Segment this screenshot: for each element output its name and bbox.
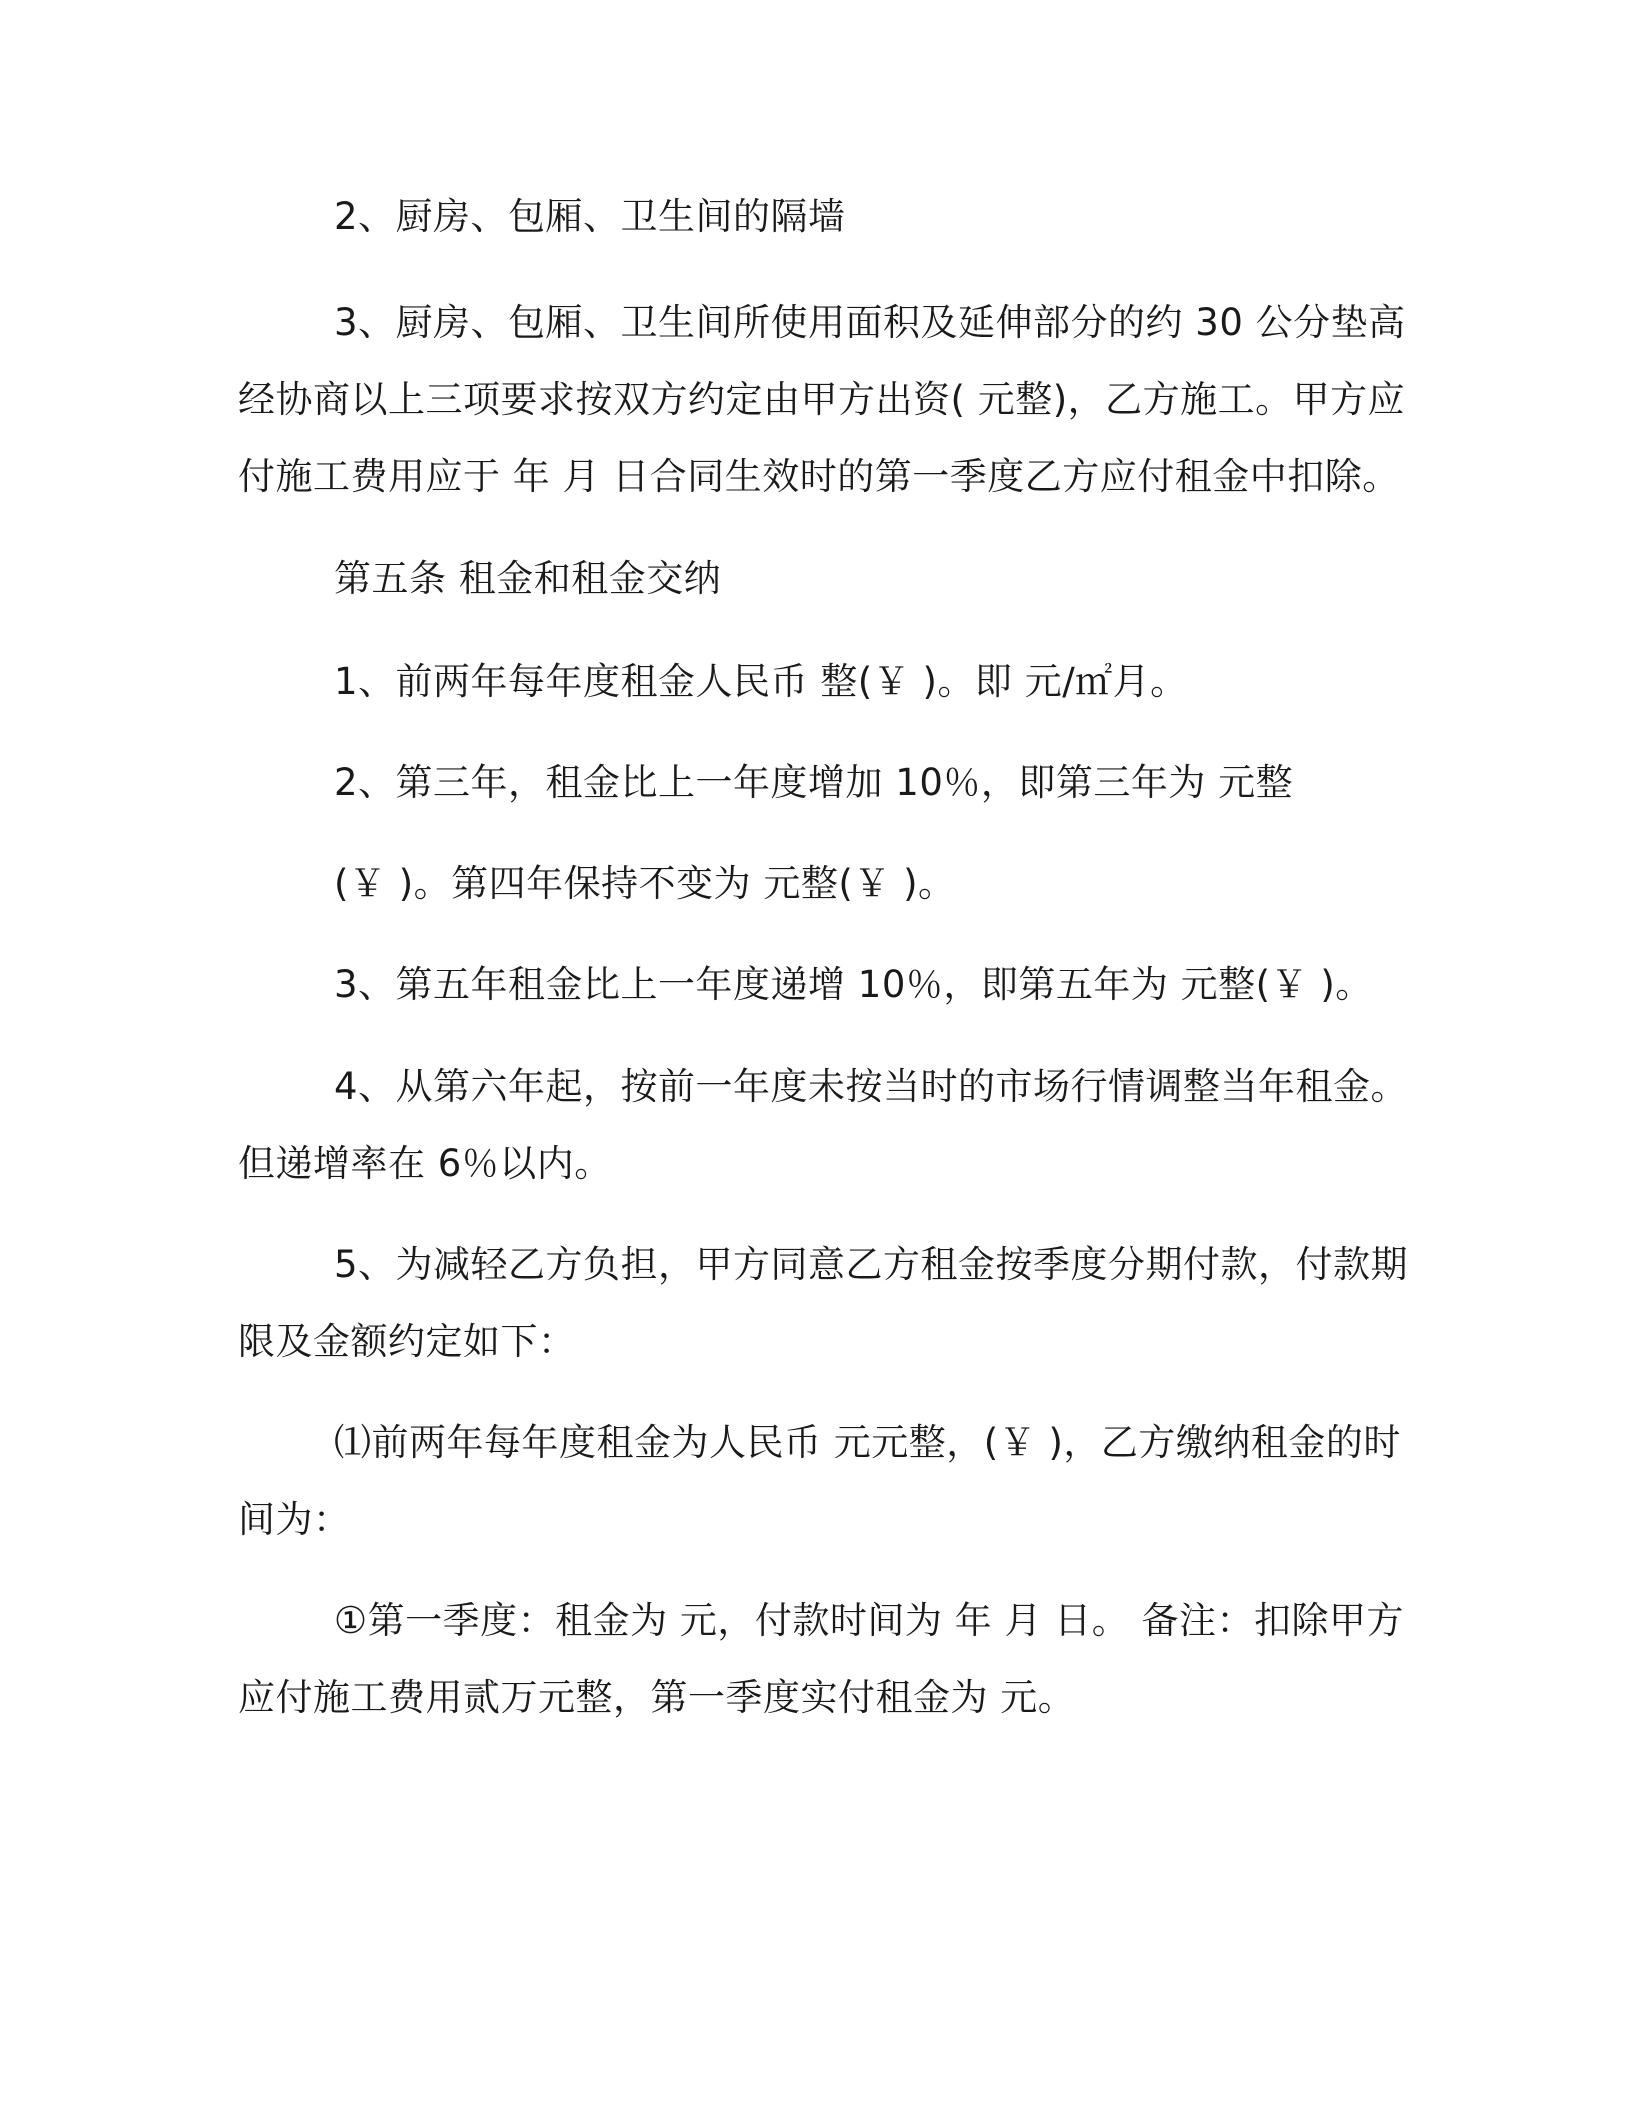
paragraph-rent-sixth-year: 4、从第六年起，按前一年度未按当时的市场行情调整当年租金。但递增率在 6％以内。 <box>238 1065 1409 1185</box>
paragraph-first-quarter: ①第一季度：租金为 元，付款时间为 年 月 日。 备注：扣除甲方应付施工费用贰万元整，第一季度实付租金为 元。 <box>238 1599 1404 1719</box>
paragraph-rent-fifth-year: 3、第五年租金比上一年度递增 10％，即第五年为 元整(￥ )。 <box>334 963 1373 1006</box>
section-heading-article-5: 第五条 租金和租金交纳 <box>334 557 722 600</box>
paragraph-floor-raising: 3、厨房、包厢、卫生间所使用面积及延伸部分的约 30 公分垫高经协商以上三项要求按双方约定由甲方出资( 元整)，乙方施工。甲方应付施工费用应于 年 月 日合同生效时的第一季度乙方应付租金中扣除。 <box>238 301 1406 498</box>
paragraph-rent-first-two-years: 1、前两年每年度租金人民币 整(￥ )。即 元/㎡月。 <box>334 660 1188 703</box>
paragraph-payment-schedule: ⑴前两年每年度租金为人民币 元元整，(￥ )，乙方缴纳租金的时间为： <box>238 1421 1401 1541</box>
paragraph-quarterly-payment: 5、为减轻乙方负担，甲方同意乙方租金按季度分期付款，付款期限及金额约定如下： <box>238 1243 1409 1363</box>
paragraph-partition-walls: 2、厨房、包厢、卫生间的隔墙 <box>334 195 846 238</box>
paragraph-rent-fourth-year: (￥ )。第四年保持不变为 元整(￥ )。 <box>334 862 956 905</box>
paragraph-rent-third-year: 2、第三年，租金比上一年度增加 10％，即第三年为 元整 <box>334 761 1294 804</box>
